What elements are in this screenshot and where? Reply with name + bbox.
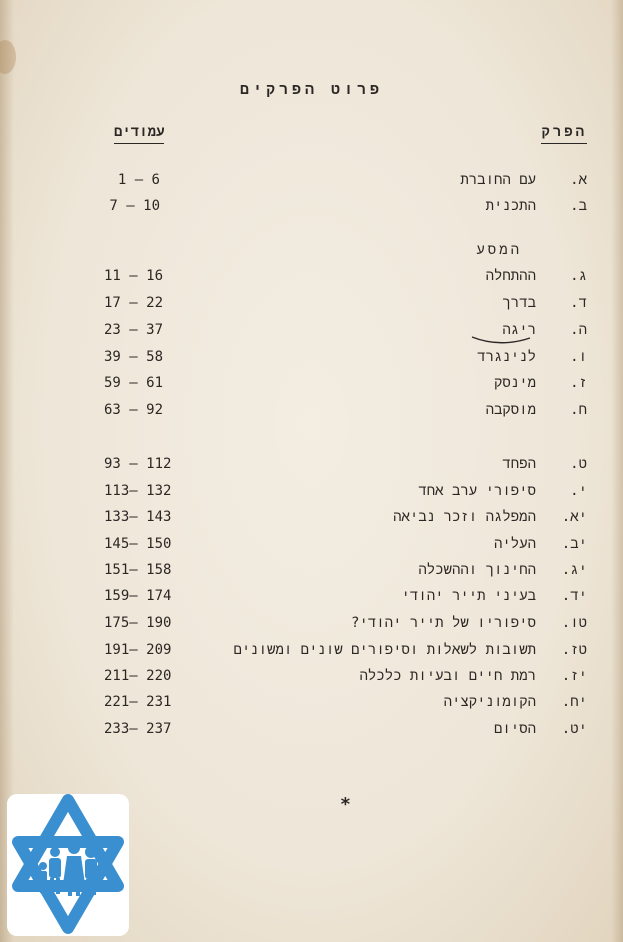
chapter-pages: 63 – 92 (104, 402, 164, 418)
pages-column-header: עמודים (114, 124, 164, 144)
chapter-name: סיפורי ערב אחד (418, 483, 536, 499)
toc-row (0, 509, 623, 529)
chapter-pages: 17 – 22 (104, 295, 164, 311)
toc-row (0, 402, 623, 422)
toc-row (0, 642, 623, 662)
chapter-name: ריגה (502, 322, 536, 338)
chapter-column-header: הפרק (541, 124, 587, 144)
toc-row (0, 456, 623, 476)
chapter-pages: 93 – 112 (104, 456, 172, 472)
chapter-pages: 159– 174 (104, 588, 172, 604)
chapter-letter: ב. (570, 198, 587, 214)
chapter-letter: יב. (561, 536, 587, 552)
toc-row (0, 172, 623, 192)
chapter-letter: ז. (570, 375, 587, 391)
chapter-letter: יא. (561, 509, 587, 525)
toc-row (0, 198, 623, 218)
chapter-pages: 151– 158 (104, 562, 172, 578)
toc-row (0, 375, 623, 395)
chapter-name: התכנית (485, 198, 536, 214)
chapter-pages: 211– 220 (104, 668, 172, 684)
chapter-letter: יג. (561, 562, 587, 578)
chapter-name: מוסקבה (485, 402, 536, 418)
chapter-letter: יז. (561, 668, 587, 684)
chapter-letter: טו. (561, 615, 587, 631)
asterisk-separator: * (340, 794, 351, 815)
chapter-pages: 133– 143 (104, 509, 172, 525)
chapter-letter: ח. (570, 402, 587, 418)
chapter-name: מינסק (493, 375, 536, 391)
chapter-pages: 233– 237 (104, 721, 172, 737)
chapter-letter: ט. (570, 456, 587, 472)
chapter-pages: 1 – 6 (117, 172, 160, 188)
chapter-pages: 59 – 61 (104, 375, 164, 391)
chapter-pages: 145– 150 (104, 536, 172, 552)
toc-row (0, 536, 623, 556)
chapter-letter: יח. (561, 694, 587, 710)
toc-row (0, 694, 623, 714)
chapter-pages: 7 – 10 (109, 198, 160, 214)
logo-badge (7, 794, 129, 936)
toc-row (0, 668, 623, 688)
chapter-name: רמת חיים ובעיות כלכלה (359, 668, 536, 684)
chapter-name: לנינגרד (477, 349, 536, 365)
chapter-name: ההתחלה (485, 268, 536, 284)
page-title: פרוט הפרקים (239, 80, 384, 98)
chapter-pages: 11 – 16 (104, 268, 164, 284)
toc-row (0, 483, 623, 503)
chapter-pages: 191– 209 (104, 642, 172, 658)
chapter-letter: יד. (561, 588, 587, 604)
chapter-name: בדרך (502, 295, 536, 311)
handwritten-underline-mark (470, 334, 532, 346)
chapter-letter: יט. (561, 721, 587, 737)
chapter-letter: ו. (570, 349, 587, 365)
toc-row (0, 721, 623, 741)
chapter-letter: ג. (570, 268, 587, 284)
chapter-pages: 39 – 58 (104, 349, 164, 365)
toc-row (0, 615, 623, 635)
chapter-name: תשובות לשאלות וסיפורים שונים ומשונים (233, 642, 536, 658)
toc-row (0, 562, 623, 582)
toc-row (0, 295, 623, 315)
chapter-letter: ה. (570, 322, 587, 338)
chapter-letter: ד. (570, 295, 587, 311)
chapter-pages: 221– 231 (104, 694, 172, 710)
chapter-pages: 113– 132 (104, 483, 172, 499)
chapter-name: בעיני תייר יהודי (401, 588, 536, 604)
chapter-name: הפחד (502, 456, 536, 472)
chapter-name: הסיום (493, 721, 536, 737)
chapter-letter: י. (570, 483, 587, 499)
chapter-name: המפלגה וזכר נביאה (393, 509, 536, 525)
chapter-name: עם החוברת (460, 172, 536, 188)
star-of-david-family-icon (7, 794, 129, 936)
section-heading: המסע (476, 242, 522, 258)
chapter-pages: 175– 190 (104, 615, 172, 631)
chapter-name: החינוך וההשכלה (418, 562, 536, 578)
chapter-name: סיפוריו של תייר יהודי? (351, 615, 536, 631)
chapter-pages: 23 – 37 (104, 322, 164, 338)
chapter-letter: טז. (561, 642, 587, 658)
chapter-letter: א. (570, 172, 587, 188)
toc-row (0, 588, 623, 608)
chapter-name: העליה (493, 536, 536, 552)
toc-row (0, 349, 623, 369)
chapter-name: הקומוניקציה (443, 694, 536, 710)
toc-row (0, 268, 623, 288)
